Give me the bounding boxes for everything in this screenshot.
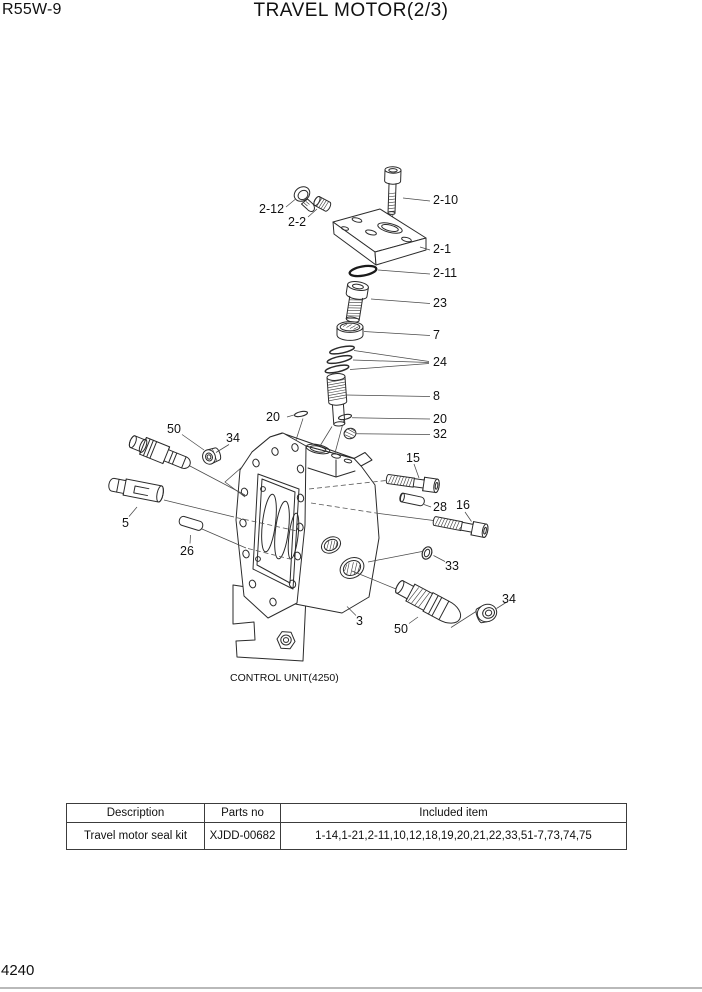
callout-8: 8 — [433, 389, 440, 403]
callout-28: 28 — [433, 500, 447, 514]
part-pin-28 — [399, 493, 425, 507]
part-valve-50-top — [127, 432, 193, 473]
callout-2-10: 2-10 — [433, 193, 459, 207]
callout-3: 3 — [356, 614, 363, 628]
callout-16: 16 — [456, 498, 470, 512]
part-valve-50-bottom — [392, 576, 464, 628]
callout-7: 7 — [433, 328, 440, 342]
callout-2-1: 2-1 — [433, 242, 452, 256]
part-ring-7 — [337, 322, 363, 341]
callout-50-top: 50 — [167, 422, 181, 436]
part-plug-34-top — [201, 446, 223, 466]
diagram-caption: CONTROL UNIT(4250) — [230, 672, 339, 684]
table-row — [67, 823, 627, 850]
part-bolt-15 — [385, 472, 440, 493]
callout-26: 26 — [180, 544, 194, 558]
table-header-row — [67, 804, 627, 823]
page-number: 4240 — [1, 962, 35, 979]
callout-2-2: 2-2 — [288, 215, 307, 229]
part-bolt-2-10 — [383, 167, 401, 215]
callout-2-11: 2-11 — [433, 266, 458, 280]
foot-nut — [277, 632, 295, 649]
callout-20-right: 20 — [433, 412, 447, 426]
part-ring-20-right — [338, 413, 352, 420]
column-header-parts-no: Parts no — [205, 804, 281, 823]
callout-20-left: 20 — [266, 410, 280, 424]
cell-included-item: 1-14,1-21,2-11,10,12,18,19,20,21,22,33,51-7,73,74,75 — [281, 823, 627, 850]
part-cover-2-1 — [333, 209, 426, 265]
callout-33: 33 — [445, 559, 459, 573]
page-title: TRAVEL MOTOR(2/3) — [253, 0, 449, 21]
callout-34-top: 34 — [226, 431, 240, 445]
callout-5: 5 — [122, 516, 129, 530]
column-header-included-item: Included item — [281, 804, 627, 823]
callout-32: 32 — [433, 427, 447, 441]
part-plug-34-bottom — [474, 602, 499, 625]
callout-50-bottom: 50 — [394, 622, 408, 636]
cell-description: Travel motor seal kit — [67, 823, 205, 850]
part-plug-2-12 — [291, 184, 314, 212]
callout-2-12: 2-12 — [259, 202, 285, 216]
part-pin-26 — [178, 515, 204, 531]
part-oring-2-11 — [349, 264, 377, 278]
parts-table — [66, 803, 627, 850]
footer-divider — [0, 987, 702, 989]
part-oring-33 — [420, 545, 433, 560]
part-shims-24 — [325, 344, 355, 374]
model-code: R55W-9 — [2, 1, 62, 18]
part-ring-20-left — [294, 410, 308, 417]
callout-24: 24 — [433, 355, 447, 369]
column-header-description: Description — [67, 804, 205, 823]
part-bolt-16 — [432, 514, 489, 538]
callout-15: 15 — [406, 451, 420, 465]
part-cylinder-5 — [107, 476, 164, 503]
part-plug-23 — [342, 280, 369, 323]
callout-23: 23 — [433, 296, 447, 310]
part-plug-32 — [343, 427, 357, 440]
part-plug-2-2 — [313, 196, 332, 213]
part-spool-8 — [327, 373, 349, 427]
cell-parts-no: XJDD-00682 — [205, 823, 281, 850]
callout-34-bottom: 34 — [502, 592, 516, 606]
